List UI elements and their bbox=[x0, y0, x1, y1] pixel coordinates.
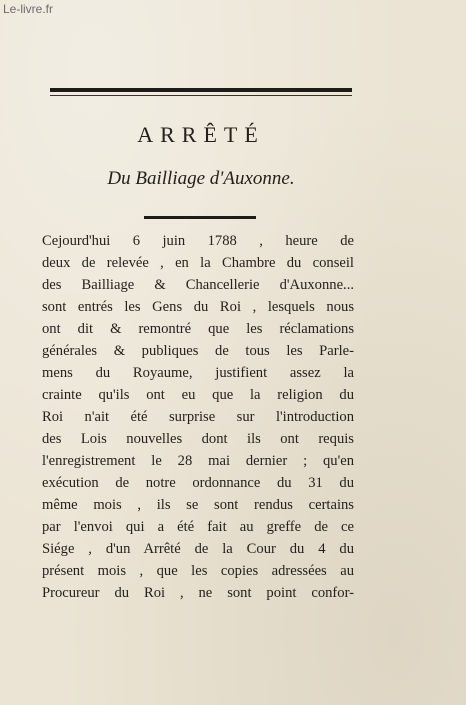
body-line: Roi n'ait été surprise sur l'introduction bbox=[42, 409, 354, 425]
body-line: des Lois nouvelles dont ils ont requis bbox=[42, 431, 354, 447]
body-line: l'enregistrement le 28 mai dernier ; qu'en bbox=[42, 453, 354, 469]
body-line: par l'envoi qui a été fait au greffe de ce bbox=[42, 519, 354, 535]
subtitle-divider-rule bbox=[144, 216, 256, 219]
body-text bbox=[42, 230, 354, 604]
document-subtitle: Du Bailliage d'Auxonne. bbox=[107, 168, 295, 189]
body-line: Cejourd'hui 6 juin 1788 , heure de bbox=[42, 233, 354, 249]
body-line: exécution de notre ordonnance du 31 du bbox=[42, 475, 354, 491]
body-line: même mois , ils se sont rendus certains bbox=[42, 497, 354, 513]
body-line: Procureur du Roi , ne sont point confor- bbox=[42, 585, 354, 601]
body-line: présent mois , que les copies adressées au bbox=[42, 563, 354, 579]
body-line: deux de relevée , en la Chambre du conseil bbox=[42, 255, 354, 271]
header-rule-thick bbox=[50, 88, 352, 92]
body-line: mens du Royaume, justifient assez la bbox=[42, 365, 354, 381]
site-watermark: Le-livre.fr bbox=[3, 2, 54, 16]
body-line: sont entrés les Gens du Roi , lesquels nous bbox=[42, 299, 354, 315]
header-ornament-rule bbox=[50, 88, 352, 97]
header-rule-thin bbox=[50, 95, 352, 96]
body-line: ont dit & remontré que les réclamations bbox=[42, 321, 354, 337]
body-line: générales & publiques de tous les Parle- bbox=[42, 343, 354, 359]
body-line: crainte qu'ils ont eu que la religion du bbox=[42, 387, 354, 403]
document-title: ARRÊTÉ bbox=[137, 122, 265, 147]
body-line: des Bailliage & Chancellerie d'Auxonne... bbox=[42, 277, 354, 293]
body-line: Siége , d'un Arrêté de la Cour du 4 du bbox=[42, 541, 354, 557]
